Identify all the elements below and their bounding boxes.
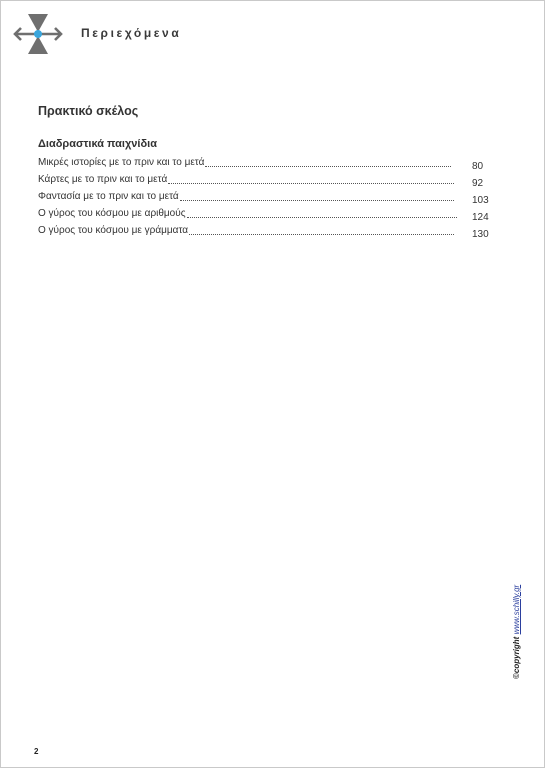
- hourglass-arrows-icon: [12, 12, 64, 56]
- section-title: Πρακτικό σκέλος: [38, 104, 139, 118]
- toc-entry-page: 103: [472, 195, 489, 206]
- toc-leader-dots: [180, 191, 454, 201]
- toc-entry-label: Ο γύρος του κόσμου με αριθμούς: [38, 208, 186, 219]
- toc-entry[interactable]: [38, 191, 493, 208]
- subsection-title: Διαδραστικά παιχνίδια: [38, 138, 157, 150]
- toc-entry[interactable]: [38, 208, 493, 225]
- copyright-label: ©copyright: [512, 636, 521, 679]
- toc-entry-page: 130: [472, 229, 489, 240]
- table-of-contents: [38, 157, 493, 242]
- toc-entry[interactable]: [38, 157, 493, 174]
- copyright-notice: [510, 573, 524, 683]
- toc-leader-dots: [205, 157, 451, 167]
- toc-entry-page: 92: [472, 178, 484, 189]
- toc-leader-dots: [189, 225, 454, 235]
- toc-entry-label: Ο γύρος του κόσμου με γράμματα: [38, 225, 189, 236]
- toc-leader-dots: [168, 174, 454, 184]
- copyright-link[interactable]: www.schilly.gr: [512, 584, 521, 635]
- page-number: 2: [34, 747, 39, 756]
- toc-leader-dots: [187, 208, 457, 218]
- toc-entry[interactable]: [38, 225, 493, 242]
- toc-entry-label: Μικρές ιστορίες με το πριν και το μετά: [38, 157, 205, 168]
- toc-entry[interactable]: [38, 174, 493, 191]
- toc-entry-label: Φαντασία με το πριν και το μετά: [38, 191, 179, 202]
- toc-entry-page: 80: [472, 161, 484, 172]
- header-title: Περιεχόμενα: [81, 26, 182, 40]
- toc-entry-page: 124: [472, 212, 489, 223]
- toc-entry-label: Κάρτες με το πριν και το μετά: [38, 174, 168, 185]
